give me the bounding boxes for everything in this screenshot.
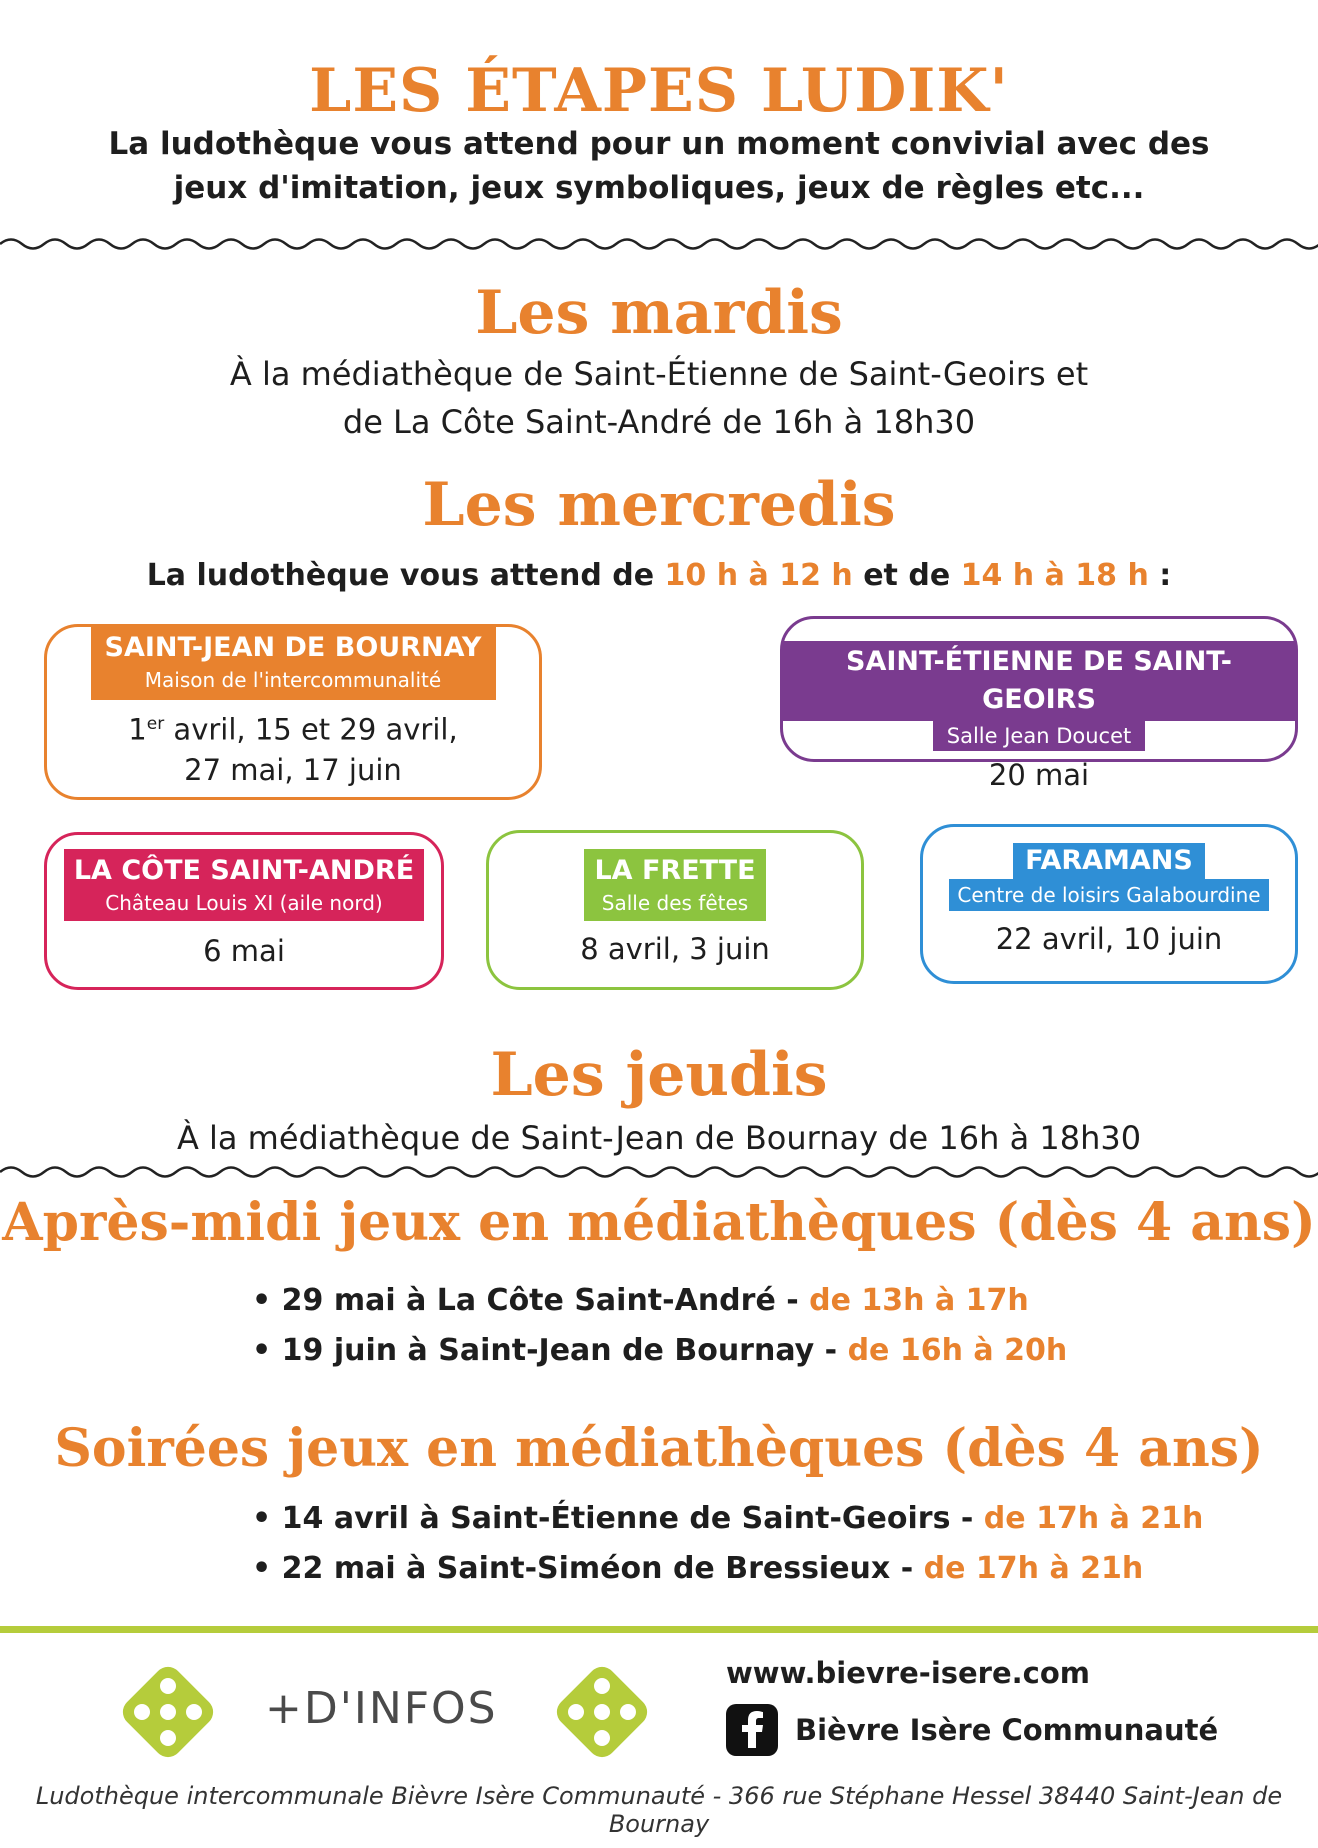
location-label-band xyxy=(584,849,765,921)
location-venue: Centre de loisirs Galabourdine xyxy=(949,879,1268,911)
location-dates: 22 avril, 10 juin xyxy=(995,922,1223,956)
facebook-icon[interactable] xyxy=(726,1704,778,1756)
event-time: de 17h à 21h xyxy=(923,1551,1144,1586)
thursdays-title: Les jeudis xyxy=(490,1040,828,1110)
location-label-band xyxy=(949,843,1268,911)
bullet: • xyxy=(252,1501,272,1536)
website-link[interactable]: www.bievre-isere.com xyxy=(726,1656,1091,1690)
bullet: • xyxy=(252,1283,272,1318)
evening-item xyxy=(252,1544,1143,1594)
wednesdays-intro-suffix: : xyxy=(1148,558,1172,593)
separator: - xyxy=(814,1333,848,1368)
location-name: FARAMANS xyxy=(1013,843,1205,879)
bullet: • xyxy=(252,1333,272,1368)
event-place: 19 juin à Saint-Jean de Bournay xyxy=(281,1333,815,1368)
wavy-divider xyxy=(0,1162,1318,1182)
location-card-saint-etienne xyxy=(780,616,1298,792)
event-place: 29 mai à La Côte Saint-André xyxy=(281,1283,776,1318)
wednesdays-title: Les mercredis xyxy=(422,470,896,540)
footer-address: Ludothèque intercommunale Bièvre Isère Communauté - 366 rue Stéphane Hessel 38440 Saint-Jean de Bournay xyxy=(35,1782,1283,1838)
wednesdays-intro-middle: et de xyxy=(852,558,961,593)
location-card-la-frette xyxy=(486,830,864,990)
event-time: de 16h à 20h xyxy=(847,1333,1068,1368)
location-dates: 8 avril, 3 juin xyxy=(580,932,770,966)
thursdays-text: À la médiathèque de Saint-Jean de Bournay de 16h à 18h30 xyxy=(176,1119,1142,1157)
tuesdays-title: Les mardis xyxy=(475,278,843,348)
wavy-divider xyxy=(0,234,1318,254)
location-dates: 6 mai xyxy=(203,934,285,968)
location-card-la-cote xyxy=(44,832,444,990)
location-venue: Château Louis XI (aile nord) xyxy=(105,891,383,915)
facebook-page-name[interactable]: Bièvre Isère Communauté xyxy=(795,1713,1219,1747)
location-venue: Maison de l'intercommunalité xyxy=(144,668,442,692)
afternoons-title: Après-midi jeux en médiathèques (dès 4 ans) xyxy=(2,1192,1316,1253)
evening-item xyxy=(252,1494,1203,1544)
intro-text xyxy=(0,122,1318,210)
tuesdays-line-1: À la médiathèque de Saint-Étienne de Saint-Geoirs et xyxy=(229,355,1089,393)
bullet: • xyxy=(252,1551,272,1586)
dice-icon xyxy=(542,1652,662,1772)
wednesdays-intro xyxy=(0,558,1318,593)
dates-line-2: 27 mai, 17 juin xyxy=(184,752,402,787)
event-place: 22 mai à Saint-Siméon de Bressieux xyxy=(281,1551,891,1586)
event-time: de 13h à 17h xyxy=(809,1283,1029,1318)
wednesdays-intro-prefix: La ludothèque vous attend de xyxy=(146,558,665,593)
event-time: de 17h à 21h xyxy=(983,1501,1204,1536)
location-name-band xyxy=(783,641,1295,721)
facebook-glyph xyxy=(726,1704,778,1756)
afternoon-item xyxy=(252,1276,1029,1326)
location-label-band xyxy=(91,624,496,700)
location-name: LA FRETTE xyxy=(594,855,756,886)
location-dates: 20 mai xyxy=(988,758,1090,792)
intro-line-1: La ludothèque vous attend pour un moment convivial avec des xyxy=(108,126,1210,162)
location-venue: Salle des fêtes xyxy=(601,891,749,915)
evenings-title: Soirées jeux en médiathèques (dès 4 ans) xyxy=(54,1418,1264,1479)
location-card-saint-jean xyxy=(44,624,542,800)
afternoon-item xyxy=(252,1326,1067,1376)
separator: - xyxy=(890,1551,924,1586)
dates-line-1: avril, 15 et 29 avril, xyxy=(164,712,458,747)
wednesdays-afternoon-time: 14 h à 18 h xyxy=(960,558,1149,593)
wednesdays-morning-time: 10 h à 12 h xyxy=(664,558,853,593)
location-name: SAINT-ÉTIENNE DE SAINT-GEOIRS xyxy=(846,646,1232,715)
separator: - xyxy=(950,1501,984,1536)
dates-first-number: 1 xyxy=(128,712,147,747)
location-name: LA CÔTE SAINT-ANDRÉ xyxy=(73,855,415,886)
dates-superscript: er xyxy=(146,714,165,734)
location-dates xyxy=(47,704,539,790)
dice-icon xyxy=(108,1652,228,1772)
tuesdays-text xyxy=(0,350,1318,446)
separator: - xyxy=(775,1283,810,1318)
event-place: 14 avril à Saint-Étienne de Saint-Geoirs xyxy=(281,1501,951,1536)
location-card-faramans xyxy=(920,824,1298,984)
main-title: LES ÉTAPES LUDIK' xyxy=(309,56,1009,126)
location-name: SAINT-JEAN DE BOURNAY xyxy=(104,632,482,663)
location-venue: Salle Jean Doucet xyxy=(933,721,1145,751)
more-info-label: +D'INFOS xyxy=(265,1683,498,1734)
location-label-band xyxy=(64,849,424,921)
intro-line-2: jeux d'imitation, jeux symboliques, jeux de règles etc... xyxy=(173,170,1145,206)
tuesdays-line-2: de La Côte Saint-André de 16h à 18h30 xyxy=(342,403,976,441)
footer-divider xyxy=(0,1626,1318,1633)
